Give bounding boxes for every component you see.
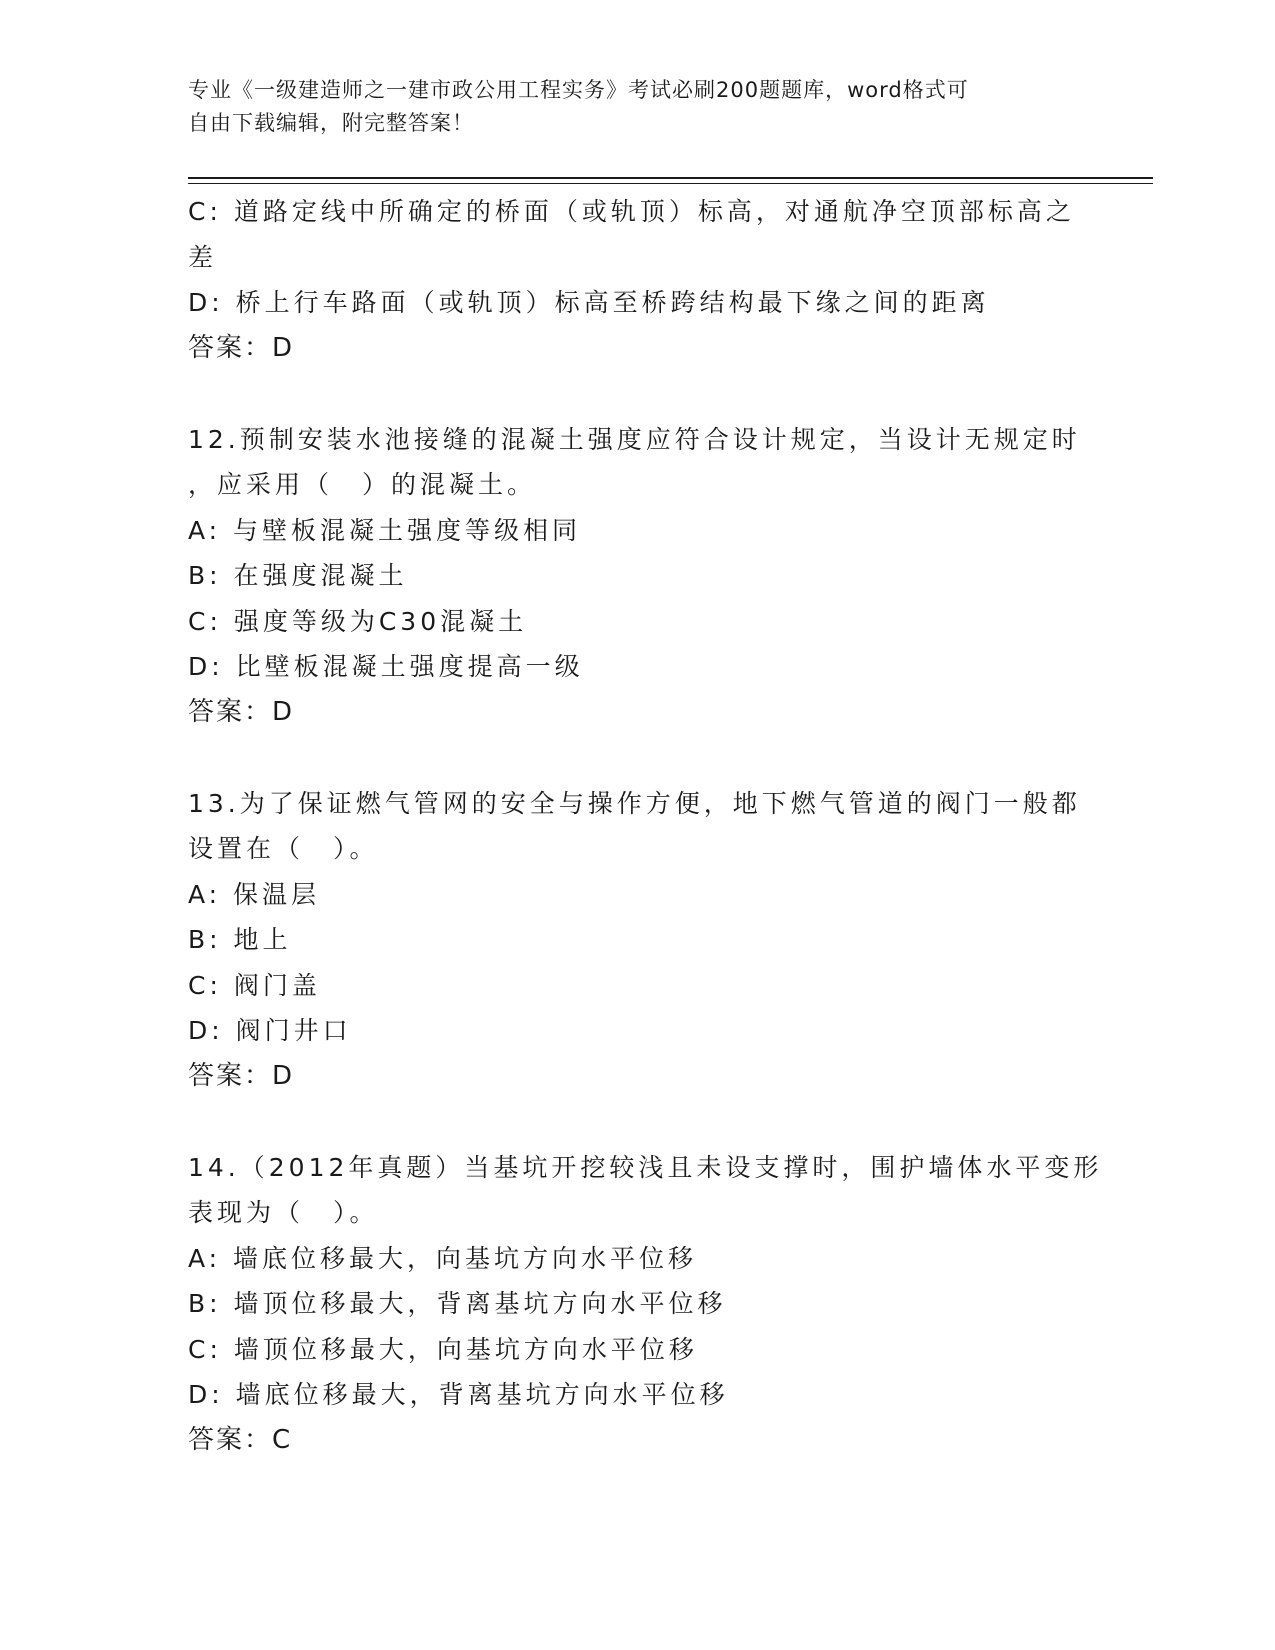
question-13 (188, 781, 1088, 1100)
header-line-1: 专业《一级建造师之一建市政公用工程实务》考试必刷200题题库，word格式可 (188, 78, 969, 102)
q12-option-a: A: 与壁板混凝土强度等级相同 (188, 515, 582, 545)
q11-option-c-line-2: 差 (188, 242, 218, 272)
header-divider-thick (188, 177, 1153, 179)
q12-stem-line-2: ，应采用（ ）的混凝土。 (188, 470, 537, 499)
header-line-2: 自由下载编辑，附完整答案！ (188, 111, 474, 135)
q14-answer: 答案：C (188, 1424, 293, 1455)
header-divider-thin (188, 183, 1153, 184)
q12-stem-line-1: 12.预制安装水池接缝的混凝土强度应符合设计规定，当设计无规定时 (188, 424, 1081, 454)
q14-option-a: A: 墙底位移最大，向基坑方向水平位移 (188, 1243, 698, 1273)
question-11 (188, 189, 1088, 371)
q14-stem-line-2: 表现为（ ）。 (188, 1198, 379, 1227)
question-12 (188, 417, 1088, 736)
question-list (188, 189, 1103, 1463)
question-14 (188, 1145, 1103, 1464)
q13-stem-line-2: 设置在（ ）。 (188, 834, 379, 863)
q13-answer: 答案：D (188, 1060, 295, 1091)
document-header (188, 74, 1068, 140)
spacer (188, 1099, 1088, 1145)
q11-option-d: D: 桥上行车路面（或轨顶）标高至桥跨结构最下缘之间的距离 (188, 288, 990, 317)
q13-option-c: C: 阀门盖 (188, 970, 321, 1000)
q11-option-c-line-1: C: 道路定线中所确定的桥面（或轨顶）标高，对通航净空顶部标高之 (188, 197, 1075, 226)
q13-option-a: A: 保温层 (188, 879, 321, 909)
q13-option-b: B: 地上 (188, 925, 292, 954)
q12-option-c: C: 强度等级为C30混凝土 (188, 606, 528, 636)
q12-option-b: B: 在强度混凝土 (188, 561, 408, 590)
q13-option-d: D: 阀门井口 (188, 1016, 352, 1045)
q13-stem-line-1: 13.为了保证燃气管网的安全与操作方便，地下燃气管道的阀门一般都 (188, 788, 1081, 818)
spacer (188, 735, 1088, 781)
q14-option-c: C: 墙顶位移最大，向基坑方向水平位移 (188, 1334, 698, 1364)
q14-option-d: D: 墙底位移最大，背离基坑方向水平位移 (188, 1380, 729, 1409)
q14-option-b: B: 墙顶位移最大，背离基坑方向水平位移 (188, 1289, 727, 1318)
q12-option-d: D: 比壁板混凝土强度提高一级 (188, 652, 584, 681)
q14-stem-line-1: 14.（2012年真题）当基坑开挖较浅且未设支撑时，围护墙体水平变形 (188, 1152, 1103, 1182)
q11-answer: 答案：D (188, 332, 295, 363)
q12-answer: 答案：D (188, 696, 295, 727)
spacer (188, 371, 1088, 417)
